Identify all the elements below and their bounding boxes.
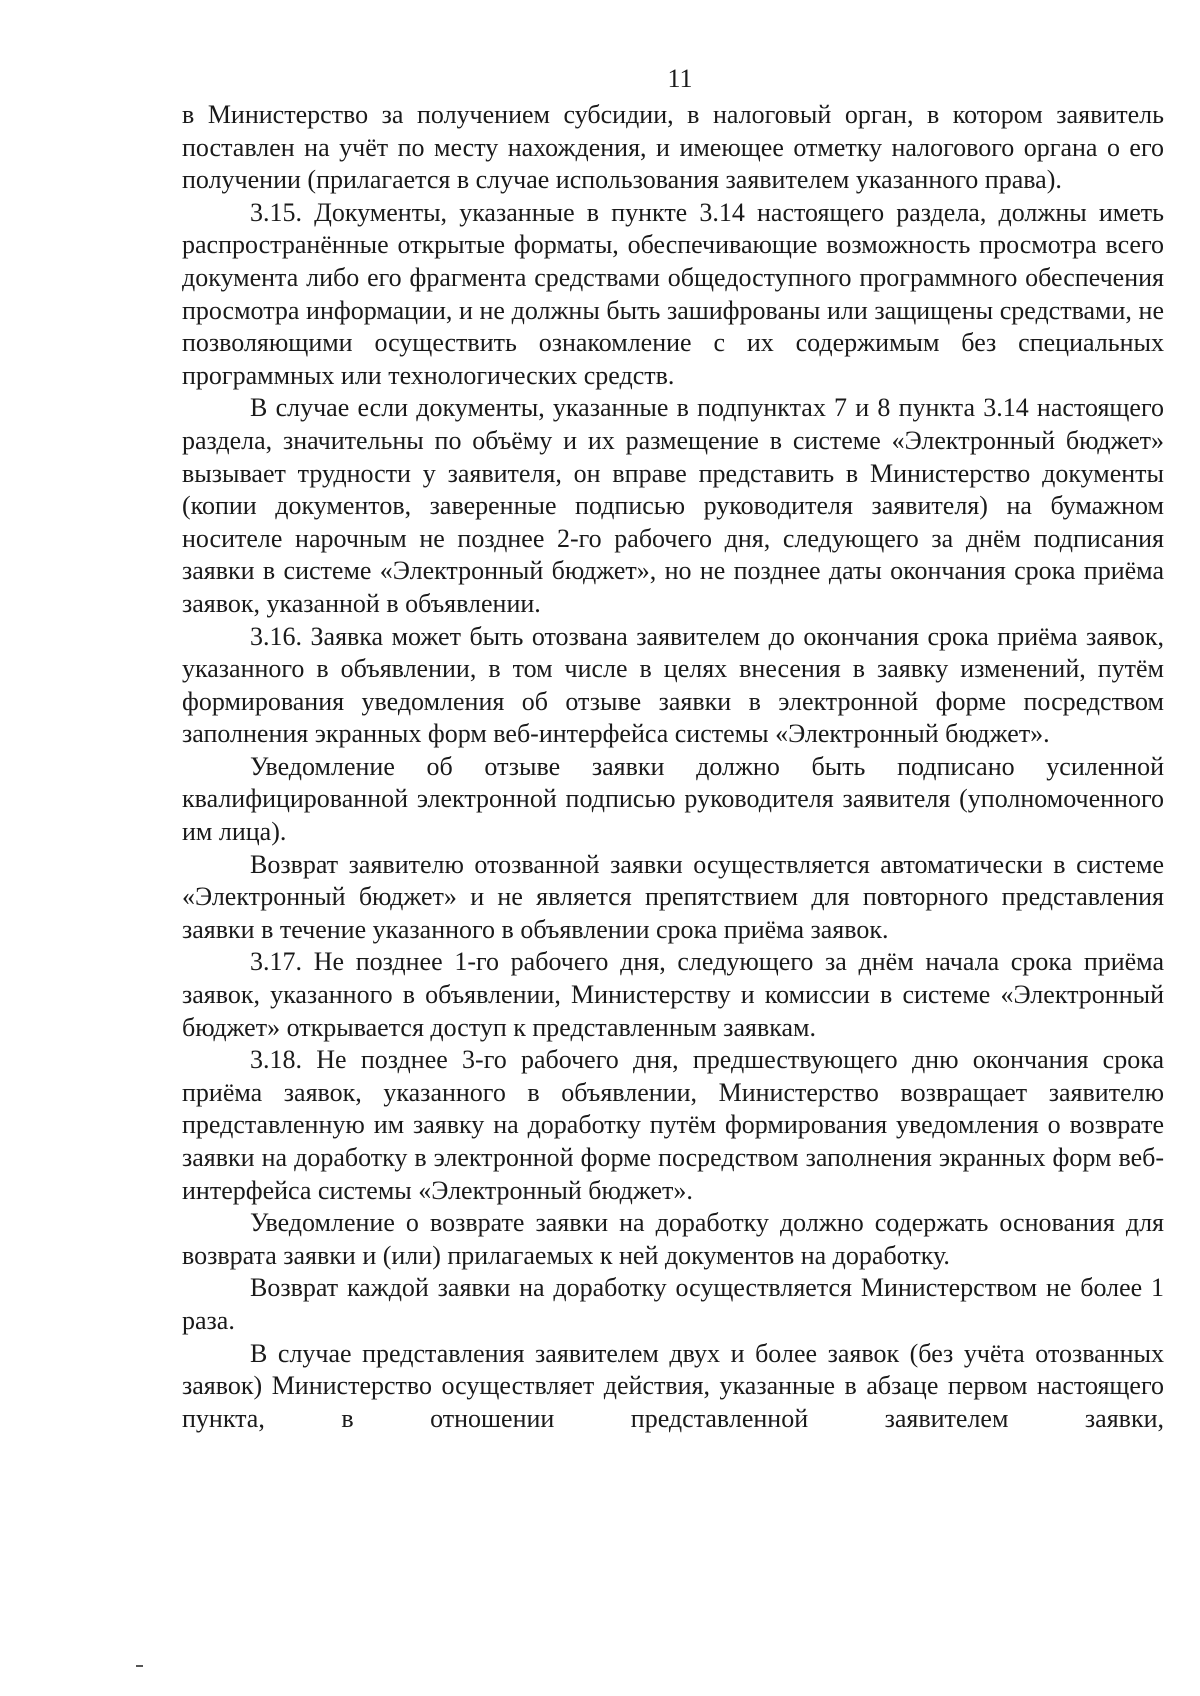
document-body (182, 99, 1164, 1435)
paragraph-3-17: 3.17. Не позднее 1-го рабочего дня, следующего за днём начала срока приёма заявок, указанного в объявлении, Министерству и комиссии в системе «Электронный бюджет» открывается доступ к представленным заявкам. (182, 947, 1164, 1042)
scan-mark (136, 1665, 143, 1667)
paragraph-3-15-supplementary: В случае если документы, указанные в подпунктах 7 и 8 пункта 3.14 настоящего раздела, значительны по объёму и их размещение в системе «Электронный бюджет» вызывает трудности у заявителя, он вправе представить в Министерство документы (копии документов, заверенные подписью руководителя заявителя) на бумажном носителе нарочным не позднее 2-го рабочего дня, следующего за днём подписания заявки в системе «Электронный бюджет», но не позднее даты окончания срока приёма заявок, указанной в объявлении. (182, 393, 1164, 618)
paragraph-withdrawal-return: Возврат заявителю отозванной заявки осуществляется автоматически в системе «Электронный бюджет» и не является препятствием для повторного представления заявки в течение указанного в объявлении срока приёма заявок. (182, 849, 1164, 944)
paragraph-3-15: 3.15. Документы, указанные в пункте 3.14 настоящего раздела, должны иметь распространённые открытые форматы, обеспечивающие возможность просмотра всего документа либо его фрагмента средствами общедоступного программного обеспечения просмотра информации, и не должны быть зашифрованы или защищены средствами, не позволяющими осуществить ознакомление с их содержимым без специальных программных или технологических средств. (182, 197, 1164, 390)
paragraph-continuation: в Министерство за получением субсидии, в налоговый орган, в котором заявитель поставлен на учёт по месту нахождения, и имеющее отметку налогового органа о его получении (прилагается в случае использования заявителем указанного права). (182, 100, 1164, 195)
paragraph-return-limit: Возврат каждой заявки на доработку осуществляется Министерством не более 1 раза. (182, 1273, 1164, 1335)
paragraph-multiple-applications: В случае представления заявителем двух и более заявок (без учёта отозванных заявок) Министерство осуществляет действия, указанные в абзаце первом настоящего пункта, в отношении представленной заявителем заявки, (182, 1338, 1164, 1433)
paragraph-return-notice-grounds: Уведомление о возврате заявки на доработку должно содержать основания для возврата заявки и (или) прилагаемых к ней документов на доработку. (182, 1208, 1164, 1270)
paragraph-3-16: 3.16. Заявка может быть отозвана заявителем до окончания срока приёма заявок, указанного в объявлении, в том числе в целях внесения в заявку изменений, путём формирования уведомления об отзыве заявки в электронной форме посредством заполнения экранных форм веб-интерфейса системы «Электронный бюджет». (182, 621, 1164, 749)
paragraph-withdrawal-notice-signature: Уведомление об отзыве заявки должно быть подписано усиленной квалифицированной электронной подписью руководителя заявителя (уполномоченного им лица). (182, 751, 1164, 847)
paragraph-3-18: 3.18. Не позднее 3-го рабочего дня, предшествующего дню окончания срока приёма заявок, указанного в объявлении, Министерство возвращает заявителю представленную им заявку на доработку путём формирования уведомления о возврате заявки на доработку в электронной форме посредством заполнения экранных форм веб-интерфейса системы «Электронный бюджет». (182, 1045, 1164, 1205)
page-number: 11 (667, 64, 693, 93)
